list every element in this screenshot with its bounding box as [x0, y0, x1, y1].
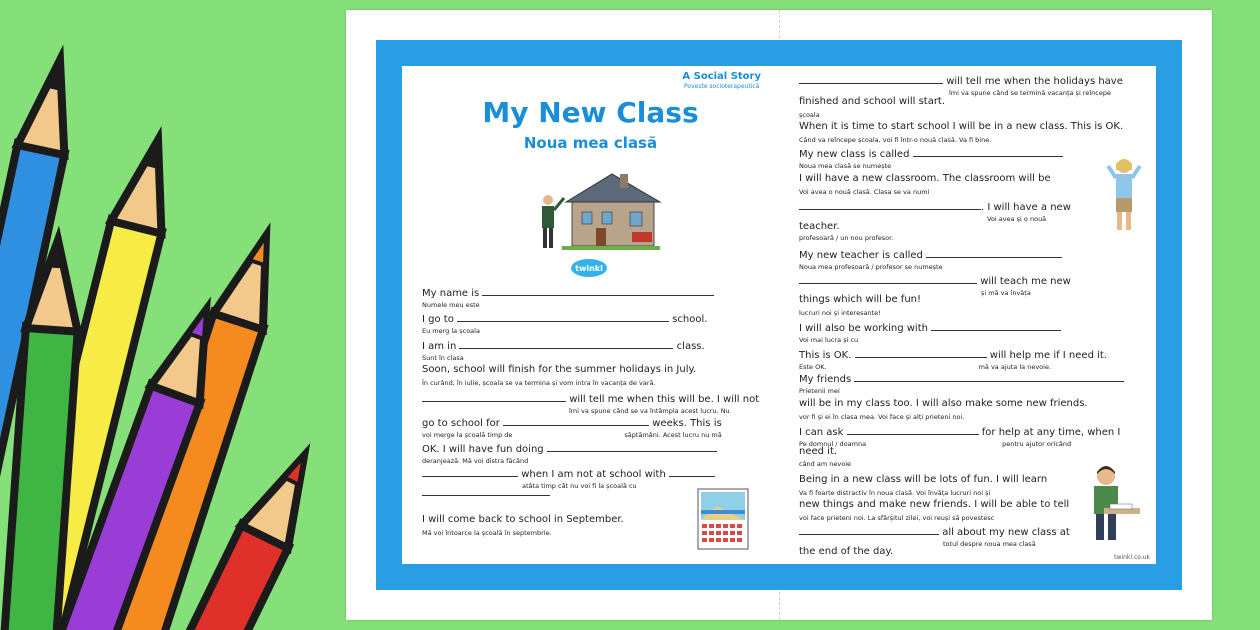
blank-classroom[interactable] [799, 200, 981, 210]
line-tell-me: will tell me when this will be. I will not [422, 392, 759, 406]
blank-activity[interactable] [422, 467, 518, 477]
blank-weeks[interactable] [503, 416, 649, 426]
rline-new-class: When it is time to start school I will be in a new class. This is OK. [799, 121, 1124, 132]
rline-ask: I can ask for help at any time, when I [799, 427, 1121, 438]
rline-working-with: I will also be working with [799, 321, 1061, 335]
boy-writing-illustration [1084, 464, 1142, 544]
left-page [402, 66, 779, 564]
right-page [779, 66, 1156, 564]
rline-ask-ro: Pe domnul / doamna pentru ajutor oricând [799, 440, 1072, 448]
line-name: My name is [422, 286, 714, 300]
line-weeks-ro: voi merge la școală timp de săptămâni. Acest lucru nu mă [422, 431, 722, 439]
rline-teach-me-ro: și mă va învăța [981, 289, 1031, 297]
line-blank-extra [422, 486, 550, 500]
line-september-ro: Mă voi întoarce la școală în septembrie. [422, 529, 552, 537]
blank-helper[interactable] [855, 348, 987, 358]
rline-teach-me: will teach me new [799, 274, 1071, 288]
rline-holidays: will tell me when the holidays have [799, 74, 1123, 88]
blank-teacher-name[interactable] [926, 248, 1062, 258]
blank-class[interactable] [459, 339, 673, 349]
teacher-illustration [1104, 156, 1144, 232]
rline-class-called: My new class is called [799, 147, 1063, 161]
rline-teacher-ro: profesoară / un nou profesor. [799, 234, 894, 242]
rline-lots-of-fun-ro: Va fi foarte distractiv în noua clasă. Voi învăța lucruri noi și [799, 489, 991, 497]
blank-working-with[interactable] [931, 321, 1061, 331]
brand-line: A Social Story [682, 71, 761, 82]
worksheet-spread [346, 10, 1212, 620]
blank-extra[interactable] [422, 486, 550, 496]
blue-border-frame [376, 40, 1182, 590]
rline-friends: My friends [799, 372, 1124, 386]
rline-class-called-ro: Noua mea clasă se numește [799, 162, 892, 170]
rline-new-teacher-ro: Voi avea și o nouă [987, 215, 1047, 223]
rline-need-it: need it. [799, 446, 838, 457]
rline-new-class-ro: Când va reîncepe școala, voi fi într-o nouă clasă. Va fi bine. [799, 136, 992, 144]
blank-who-tells[interactable] [422, 392, 566, 402]
line-with: when I am not at school with [422, 467, 715, 481]
rline-my-class-too-ro: vor fi și ei în clasa mea. Voi face și alți prieteni noi. [799, 413, 965, 421]
line-fun-ro: deranjează. Mă voi distra făcând [422, 457, 529, 465]
rline-finished: finished and school will start. [799, 96, 946, 107]
blank-ask[interactable] [847, 425, 979, 435]
rline-working-with-ro: Voi mai lucra și cu [799, 336, 859, 344]
line-fun: OK. I will have fun doing [422, 442, 717, 456]
blank-school[interactable] [457, 312, 669, 322]
line-name-ro: Numele meu este [422, 301, 480, 309]
rline-my-class-too: will be in my class too. I will also make some new friends. [799, 398, 1088, 409]
line-class-ro: Sunt în clasa [422, 354, 464, 362]
page-subtitle: Noua mea clasă [523, 134, 658, 152]
blank-holiday-teller[interactable] [799, 74, 943, 84]
rline-make-friends: new things and make new friends. I will be able to tell [799, 499, 1070, 510]
line-with-ro: atâta timp cât nu voi fi la școală cu [522, 482, 637, 490]
brand-sub: Poveste socioterapeutică [684, 83, 760, 90]
blank-name[interactable] [482, 286, 714, 296]
line-school-ro: Eu merg la școala [422, 327, 480, 335]
line-tell-me-ro: îmi va spune când se va întâmpla acest lucru. Nu [569, 407, 730, 415]
rline-need-it-ro: când am nevoie [799, 460, 851, 468]
calendar-illustration [697, 488, 749, 550]
line-summer-ro: În curând, în iulie, școala se va termina și vom intra în vacanța de vară. [422, 379, 656, 387]
blank-tell-who[interactable] [799, 525, 939, 535]
blank-fun[interactable] [547, 442, 717, 452]
rline-fun-things: things which will be fun! [799, 294, 921, 305]
rline-friends-ro: Prietenii mei [799, 387, 840, 395]
rline-help-me: This is OK. will help me if I need it. [799, 350, 1107, 361]
line-september: I will come back to school in September. [422, 514, 624, 525]
page-title: My New Class [482, 96, 699, 129]
line-weeks: go to school for weeks. This is [422, 418, 722, 429]
blank-friends[interactable] [854, 372, 1124, 382]
svg-text:twinkl: twinkl [575, 264, 603, 273]
rline-all-about: all about my new class at [799, 525, 1070, 539]
rline-all-about-ro: totul despre noua mea clasă [943, 540, 1036, 548]
rline-classroom: I will have a new classroom. The classroom will be [799, 173, 1051, 184]
rline-classroom-ro: Voi avea o nouă clasă. Clasa se va numi [799, 188, 930, 196]
colored-pencils-illustration [0, 0, 330, 630]
rline-finished-ro: școala [799, 111, 820, 119]
blank-class-name[interactable] [913, 147, 1063, 157]
rline-teacher: teacher. [799, 221, 840, 232]
rline-holidays-ro: îmi va spune când se termină vacanța și reîncepe [949, 89, 1111, 97]
rline-help-me-ro: Este OK. mă va ajuta la nevoie. [799, 363, 1052, 371]
rline-lots-of-fun: Being in a new class will be lots of fun. I will learn [799, 474, 1048, 485]
rline-teacher-called-ro: Noua mea profesoară / profesor se numește [799, 263, 943, 271]
line-class: I am in class. [422, 341, 705, 352]
line-school: I go to school. [422, 314, 708, 325]
blank-teacher-teaches[interactable] [799, 274, 977, 284]
footer-url: twinkl.co.uk [1114, 554, 1150, 561]
rline-make-friends-ro: voi face prieteni noi. La sfârșitul zilei, voi reuși să povestesc [799, 514, 995, 522]
rline-fun-things-ro: lucruri noi și interesante! [799, 309, 881, 317]
line-summer: Soon, school will finish for the summer holidays in July. [422, 364, 697, 375]
rline-end-of-day: the end of the day. [799, 546, 894, 557]
rline-new-teacher: . I will have a new [799, 200, 1071, 214]
worksheet-inner [402, 66, 1156, 564]
blank-with[interactable] [669, 467, 715, 477]
rline-teacher-called: My new teacher is called [799, 248, 1062, 262]
